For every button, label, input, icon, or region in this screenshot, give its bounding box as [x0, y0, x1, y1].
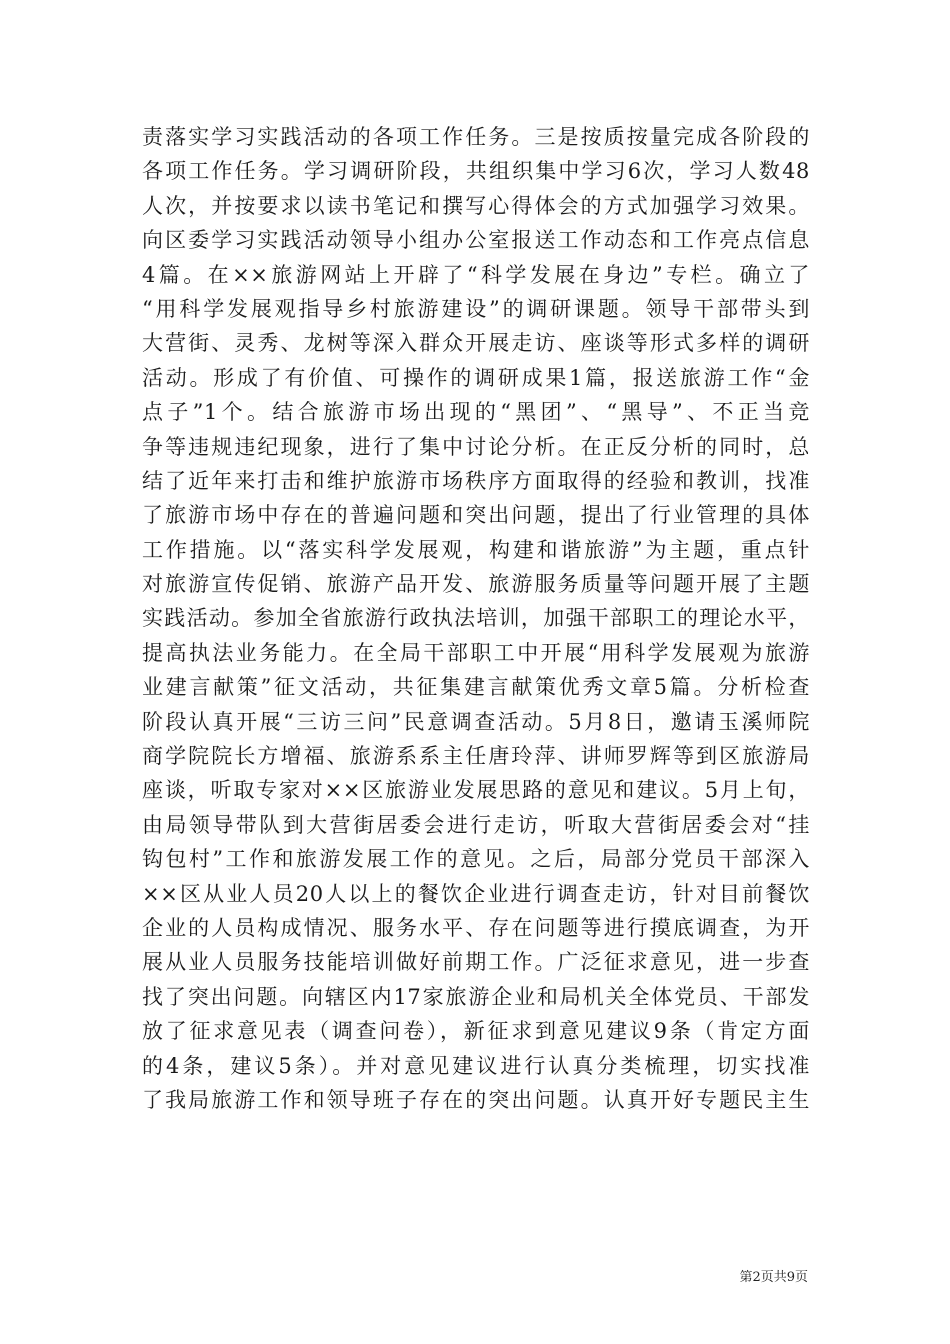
text-line-11: 结了近年来打击和维护旅游市场秩序方面取得的经验和教训，找准: [142, 468, 810, 493]
text-line-2: 各项工作任务。学习调研阶段，共组织集中学习6次，学习人数48: [142, 159, 810, 184]
text-line-24: 企业的人员构成情况、服务水平、存在问题等进行摸底调查，为开: [142, 915, 810, 940]
text-line-1: 责落实学习实践活动的各项工作任务。三是按质按量完成各阶段的: [142, 125, 810, 149]
text-line-5: 4篇。在××旅游网站上开辟了“科学发展在身边”专栏。确立了: [142, 262, 810, 287]
text-line-7: 大营街、灵秀、龙树等深入群众开展走访、座谈等形式多样的调研: [142, 331, 810, 356]
text-line-17: 业建言献策”征文活动，共征集建言献策优秀文章5篇。分析检查: [142, 675, 810, 700]
text-line-10: 争等违规违纪现象，进行了集中讨论分析。在正反分析的同时，总: [142, 434, 810, 459]
text-line-26: 找了突出问题。向辖区内17家旅游企业和局机关全体党员、干部发: [142, 984, 810, 1009]
page-number: 第2页共9页: [739, 1270, 808, 1285]
text-line-8: 活动。形成了有价值、可操作的调研成果1篇，报送旅游工作“金: [142, 365, 810, 390]
body-paragraph: [142, 120, 810, 1117]
text-line-6: “用科学发展观指导乡村旅游建设”的调研课题。领导干部带头到: [142, 296, 810, 321]
text-line-29: 了我局旅游工作和领导班子存在的突出问题。认真开好专题民主生: [142, 1087, 810, 1112]
text-line-12: 了旅游市场中存在的普遍问题和突出问题，提出了行业管理的具体: [142, 503, 810, 528]
text-line-16: 提高执法业务能力。在全局干部职工中开展“用科学发展观为旅游: [142, 640, 810, 665]
text-line-19: 商学院院长方增福、旅游系系主任唐玲萍、讲师罗辉等到区旅游局: [142, 744, 810, 769]
text-line-20: 座谈，听取专家对××区旅游业发展思路的意见和建议。5月上旬，: [142, 778, 810, 803]
text-line-23: ××区从业人员20人以上的餐饮企业进行调查走访，针对目前餐饮: [142, 881, 810, 906]
text-line-15: 实践活动。参加全省旅游行政执法培训，加强干部职工的理论水平，: [142, 606, 810, 631]
text-line-21: 由局领导带队到大营街居委会进行走访，听取大营街居委会对“挂: [142, 812, 810, 837]
text-line-3: 人次，并按要求以读书笔记和撰写心得体会的方式加强学习效果。: [142, 193, 810, 218]
text-line-13: 工作措施。以“落实科学发展观，构建和谐旅游”为主题，重点针: [142, 537, 810, 562]
text-line-4: 向区委学习实践活动领导小组办公室报送工作动态和工作亮点信息: [142, 228, 810, 253]
text-line-14: 对旅游宣传促销、旅游产品开发、旅游服务质量等问题开展了主题: [142, 572, 810, 597]
text-line-25: 展从业人员服务技能培训做好前期工作。广泛征求意见，进一步查: [142, 950, 810, 975]
text-line-22: 钩包村”工作和旅游发展工作的意见。之后，局部分党员干部深入: [142, 847, 810, 872]
text-line-27: 放了征求意见表（调查问卷），新征求到意见建议9条（肯定方面: [142, 1019, 810, 1044]
text-line-9: 点子”1个。结合旅游市场出现的“黑团”、“黑导”、不正当竞: [142, 400, 810, 425]
text-line-18: 阶段认真开展“三访三问”民意调查活动。5月8日，邀请玉溪师院: [142, 709, 810, 734]
text-line-28: 的4条，建议5条）。并对意见建议进行认真分类梳理，切实找准: [142, 1053, 810, 1078]
